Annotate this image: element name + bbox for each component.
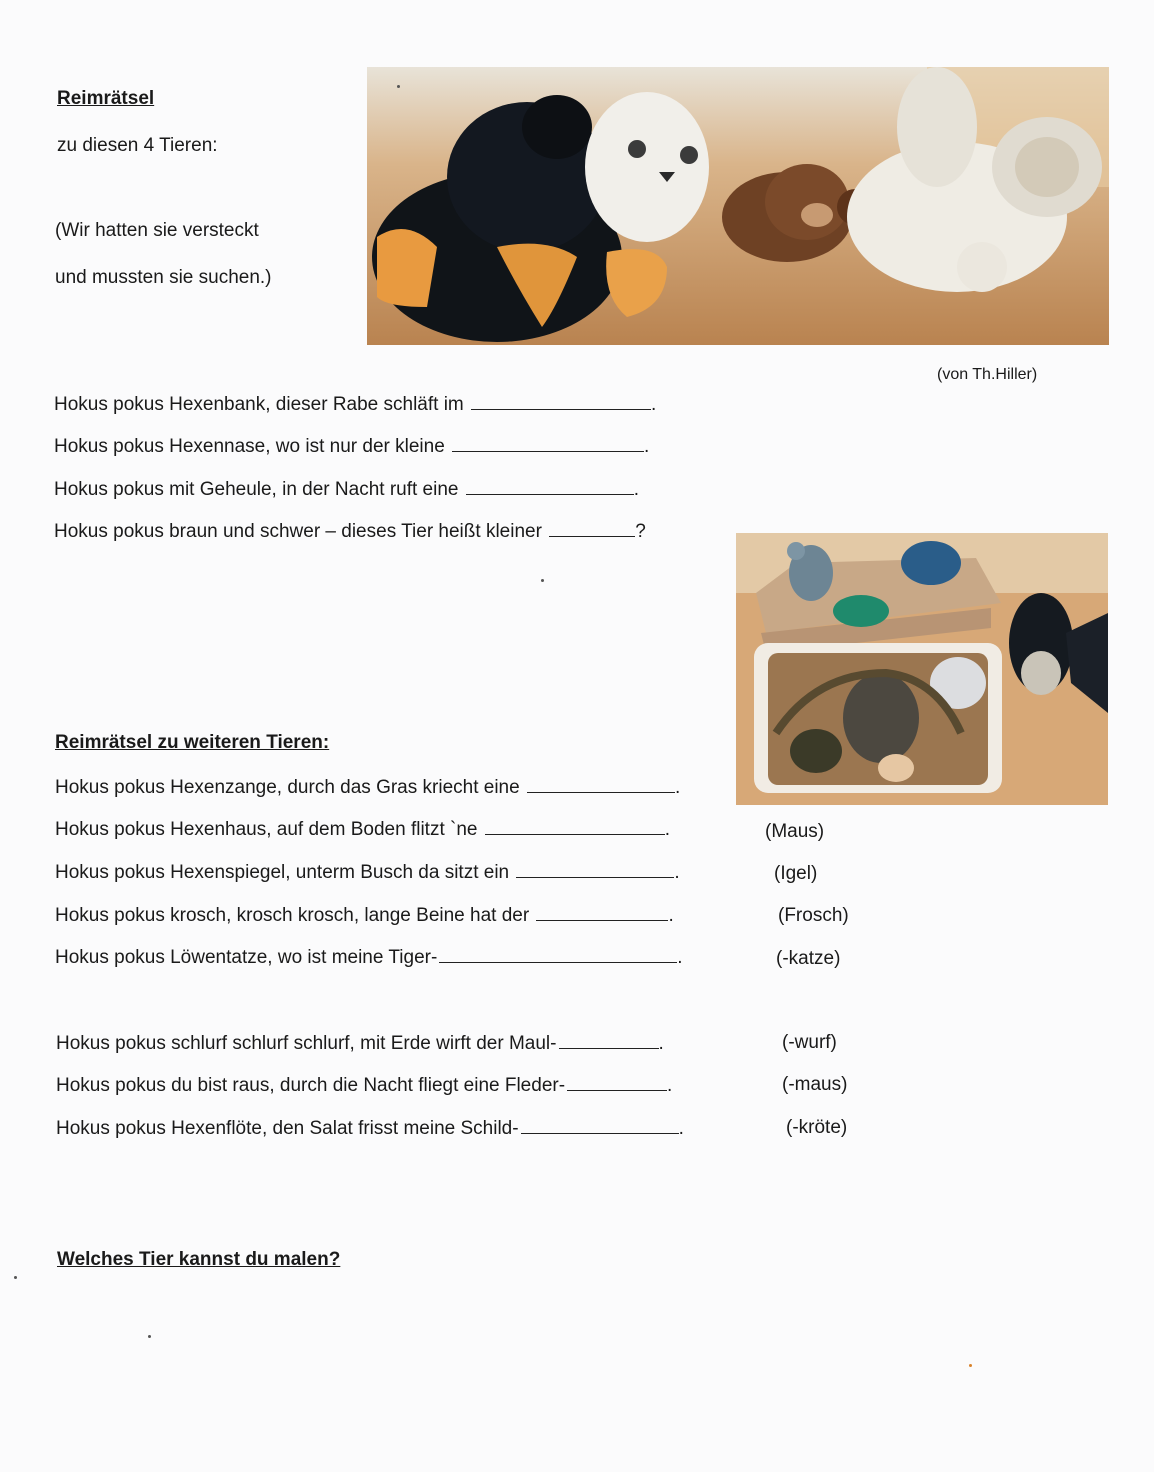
riddle-end: . xyxy=(674,777,681,798)
subtitle: zu diesen 4 Tieren: xyxy=(57,135,218,156)
riddle-text: Hokus pokus Löwentatze, wo ist meine Tiger- xyxy=(55,947,438,968)
hint-fledermaus: (-maus) xyxy=(782,1074,848,1095)
answer-blank xyxy=(439,946,677,963)
riddle-text: Hokus pokus Hexenspiegel, unterm Busch da sitzt ein xyxy=(55,862,510,883)
riddle-text: Hokus pokus schlurf schlurf schlurf, mit Erde wirft der Maul- xyxy=(56,1033,557,1054)
riddle-text: Hokus pokus du bist raus, durch die Nacht fliegt eine Fleder- xyxy=(56,1075,566,1096)
hint-frosch: (Frosch) xyxy=(778,905,849,926)
drawing-question: Welches Tier kannst du malen? xyxy=(57,1249,341,1270)
scan-speck xyxy=(541,579,544,582)
answer-blank xyxy=(452,435,644,452)
riddle-5 xyxy=(55,776,680,797)
riddle-end: . xyxy=(677,947,683,968)
section2-title: Reimrätsel zu weiteren Tieren: xyxy=(55,732,330,753)
riddle-text: Hokus pokus Hexennase, wo ist nur der kleine xyxy=(54,436,445,457)
answer-blank xyxy=(559,1032,659,1049)
riddle-end: . xyxy=(664,819,671,840)
riddle-end: . xyxy=(658,1033,664,1054)
riddle-8 xyxy=(55,904,674,925)
riddle-text: Hokus pokus Hexenbank, dieser Rabe schläft im xyxy=(54,394,464,415)
riddle-end: . xyxy=(633,479,640,500)
hint-wurf: (-wurf) xyxy=(782,1032,837,1053)
hint-maus: (Maus) xyxy=(765,821,825,842)
riddle-text: Hokus pokus mit Geheule, in der Nacht ruft eine xyxy=(54,479,459,500)
answer-blank xyxy=(516,861,674,878)
answer-blank xyxy=(527,776,675,793)
answer-blank xyxy=(549,520,635,537)
riddle-text: Hokus pokus Hexenflöte, den Salat frisst meine Schild- xyxy=(56,1118,519,1139)
riddle-7 xyxy=(55,861,680,882)
riddle-end: . xyxy=(678,1118,684,1139)
riddle-text: Hokus pokus Hexenzange, durch das Gras kriecht eine xyxy=(55,777,520,798)
riddle-text: Hokus pokus braun und schwer – dieses Tier heißt kleiner xyxy=(54,521,542,542)
plush-animals-photo xyxy=(367,67,1109,345)
riddle-3 xyxy=(54,478,639,499)
riddle-11 xyxy=(56,1074,672,1095)
answer-blank xyxy=(471,393,651,410)
hint-katze: (-katze) xyxy=(776,948,841,969)
riddle-4 xyxy=(54,520,646,541)
scan-speck xyxy=(148,1335,151,1338)
answer-blank xyxy=(536,904,668,921)
hint-kroete: (-kröte) xyxy=(786,1117,848,1138)
riddle-text: Hokus pokus Hexenhaus, auf dem Boden flitzt `ne xyxy=(55,819,478,840)
riddle-9 xyxy=(55,946,683,967)
riddle-end: . xyxy=(651,394,657,415)
scan-speck xyxy=(397,85,400,88)
riddle-end: . xyxy=(668,905,674,926)
answer-blank xyxy=(485,818,665,835)
riddle-1 xyxy=(54,393,656,414)
riddle-end: ? xyxy=(635,521,646,542)
suitcase-animals-photo xyxy=(736,533,1108,805)
photo-credit: (von Th.Hiller) xyxy=(937,366,1038,383)
hint-igel: (Igel) xyxy=(774,863,818,884)
riddle-text: Hokus pokus krosch, krosch krosch, lange Beine hat der xyxy=(55,905,530,926)
note-line-1: (Wir hatten sie versteckt xyxy=(55,220,259,241)
riddle-10 xyxy=(56,1032,664,1053)
riddle-end: . xyxy=(674,862,680,883)
note-line-2: und mussten sie suchen.) xyxy=(55,267,272,288)
scan-speck xyxy=(969,1364,972,1367)
answer-blank xyxy=(567,1074,667,1091)
answer-blank xyxy=(466,478,634,495)
riddle-end: . xyxy=(644,436,650,457)
riddle-2 xyxy=(54,435,649,456)
riddle-end: . xyxy=(667,1075,673,1096)
scan-speck xyxy=(14,1276,17,1279)
riddle-12 xyxy=(56,1117,684,1138)
answer-blank xyxy=(521,1117,679,1134)
riddle-6 xyxy=(55,818,670,839)
page-title: Reimrätsel xyxy=(57,88,155,109)
